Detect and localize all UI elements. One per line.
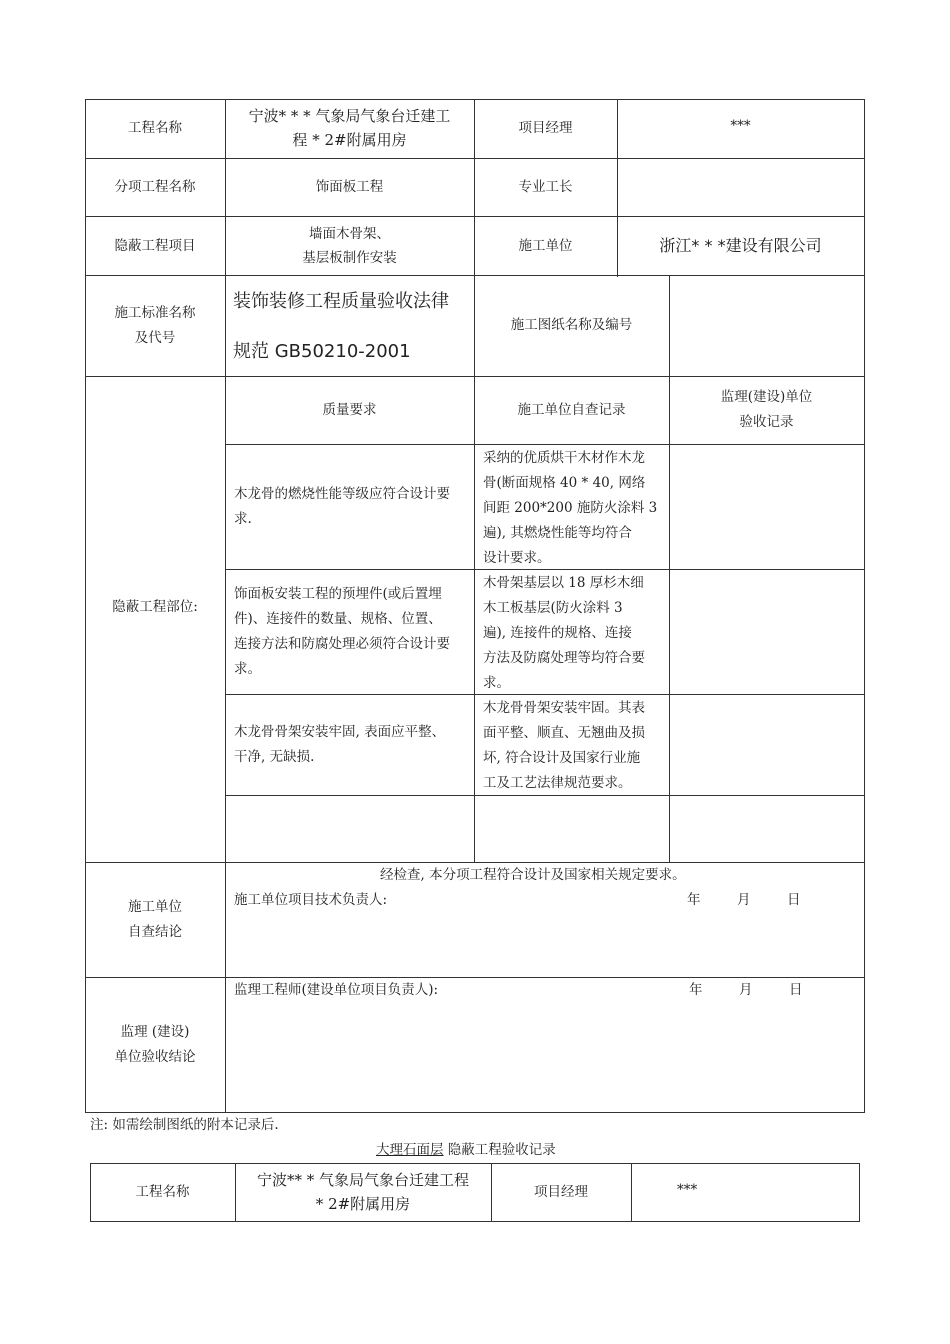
t2-project-manager-value: ***: [677, 1182, 698, 1198]
section-title-2: [376, 1140, 556, 1160]
quality-header: 质量要求: [322, 402, 377, 418]
self-check-record-1: 采纳的优质烘干木材作木龙 骨(断面规格 40 * 40, 网络 间距 200*200 施防火涂料 3 遍), 其燃烧性能等均符合 设计要求。: [483, 450, 658, 566]
construction-unit-value: 浙江* * *建设有限公司: [659, 236, 822, 255]
self-conclusion-signer: 施工单位项目技术负责人:: [234, 892, 388, 908]
project-name-value: 宁波* * * 气象局气象台迁建工 程 * 2#附属用房: [248, 107, 451, 149]
supervision-conclusion-year: 年: [689, 982, 703, 998]
supervision-conclusion-label: 监理 (建设) 单位验收结论: [114, 1024, 196, 1065]
self-conclusion-label: 施工单位 自查结论: [128, 899, 182, 940]
construction-unit-label: 施工单位: [518, 238, 573, 254]
quality-requirement-1: 木龙骨的燃烧性能等级应符合设计要 求.: [234, 486, 450, 527]
concealed-part-label: 隐蔽工程部位:: [112, 599, 198, 615]
supervision-conclusion-signer: 监理工程师(建设单位项目负责人):: [234, 982, 439, 998]
drawing-label: 施工图纸名称及编号: [510, 317, 633, 333]
quality-requirement-2: 饰面板安装工程的预埋件(或后置埋 件)、连接件的数量、规格、位置、 连接方法和防腐处理必须符合设计要 求。: [234, 586, 450, 677]
concealed-item-label: 隐蔽工程项目: [114, 238, 196, 254]
project-manager-label: 项目经理: [518, 120, 573, 136]
standard-label: 施工标准名称 及代号: [114, 305, 196, 346]
t2-project-manager-label: 项目经理: [534, 1184, 588, 1200]
project-name-label: 工程名称: [128, 120, 182, 136]
self-conclusion-year: 年: [687, 892, 701, 908]
self-conclusion-text: 经检查, 本分项工程符合设计及国家相关规定要求。: [380, 867, 686, 883]
self-check-header: 施工单位自查记录: [517, 402, 626, 418]
section-title-2-underlined: 大理石面层: [376, 1142, 444, 1158]
concealed-item-value: 墙面木骨架、 基层板制作安装: [302, 226, 397, 266]
supervision-conclusion-day: 日: [789, 982, 803, 998]
project-manager-value: ***: [730, 118, 751, 134]
supervision-header: 监理(建设)单位 验收记录: [720, 389, 813, 430]
section-title-2-rest: 隐蔽工程验收记录: [447, 1142, 556, 1158]
sub-project-value: 饰面板工程: [315, 179, 384, 195]
self-conclusion-day: 日: [787, 892, 801, 908]
sub-project-label: 分项工程名称: [114, 179, 196, 195]
standard-value: 装饰装修工程质量验收法律 规范 GB50210-2001: [233, 291, 449, 362]
t2-project-name-value: 宁波** * 气象局气象台迁建工程 * 2#附属用房: [256, 1171, 470, 1213]
self-conclusion-month: 月: [737, 892, 751, 908]
self-check-record-2: 木骨架基层以 18 厚杉木细 木工板基层(防火涂料 3 遍), 连接件的规格、连接 方法及防腐处理等均符合要 求。: [483, 575, 645, 691]
footnote: 注: 如需绘制图纸的附本记录后.: [90, 1117, 279, 1133]
self-check-record-3: 木龙骨骨架安装牢固。其表 面平整、顺直、无翘曲及损 坏, 符合设计及国家行业施 工及工艺法律规范要求。: [483, 700, 645, 791]
supervision-conclusion-month: 月: [739, 982, 753, 998]
quality-requirement-3: 木龙骨骨架安装牢固, 表面应平整、 干净, 无缺损.: [234, 724, 446, 765]
t2-project-name-label: 工程名称: [135, 1184, 190, 1200]
foreman-label: 专业工长: [518, 179, 573, 195]
